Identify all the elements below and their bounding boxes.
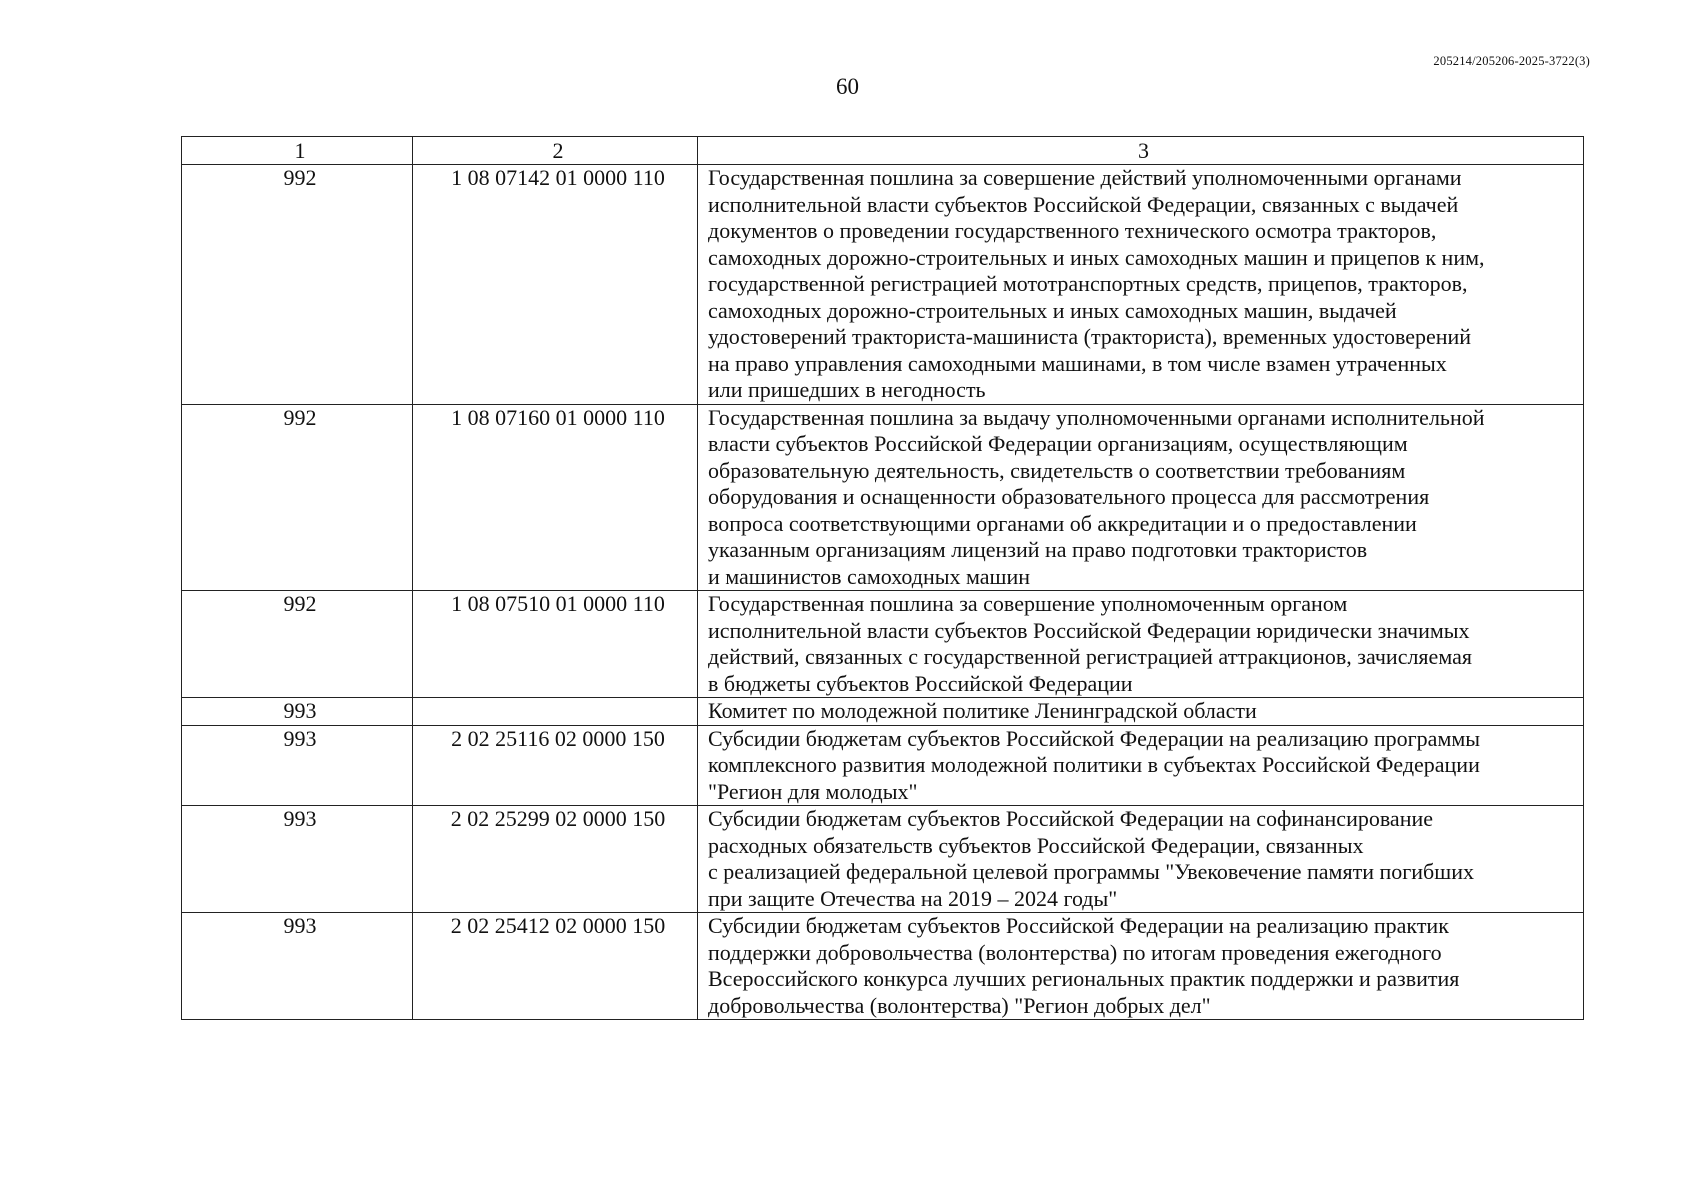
- description-cell: [698, 591, 1584, 698]
- description-line: действий, связанных с государственной регистрацией аттракционов, зачисляемая: [708, 644, 1472, 669]
- description-line: с реализацией федеральной целевой программы "Увековечение памяти погибших: [708, 859, 1474, 884]
- column-header-1: 1: [182, 137, 413, 165]
- budget-code-cell: 1 08 07510 01 0000 110: [413, 591, 698, 698]
- description-line: расходных обязательств субъектов Российской Федерации, связанных: [708, 832, 1364, 858]
- description-line: Субсидии бюджетам субъектов Российской Федерации на реализацию программы: [708, 725, 1481, 751]
- document-id: 205214/205206-2025-3722(3): [1433, 54, 1590, 68]
- description-line: комплексного развития молодежной политики в субъектах Российской Федерации: [708, 752, 1480, 777]
- description-line: Субсидии бюджетам субъектов Российской Федерации на реализацию практик: [708, 913, 1449, 938]
- admin-code-cell: 993: [182, 725, 413, 806]
- admin-code-cell: 992: [182, 591, 413, 698]
- admin-code-cell: 993: [182, 913, 413, 1020]
- description-cell: [698, 165, 1584, 405]
- table-row: [182, 725, 1584, 806]
- description-line: образовательную деятельность, свидетельств о соответствии требованиям: [708, 457, 1406, 483]
- budget-code-cell: 2 02 25299 02 0000 150: [413, 806, 698, 913]
- description-cell: [698, 725, 1584, 806]
- column-header-3: 3: [698, 137, 1584, 165]
- description-cell: [698, 404, 1584, 591]
- description-line: самоходных дорожно-строительных и иных самоходных машин и прицепов к ним,: [708, 244, 1485, 270]
- description-line: "Регион для молодых": [708, 778, 918, 804]
- description-line: власти субъектов Российской Федерации организациям, осуществляющим: [708, 431, 1408, 456]
- revenue-codes-table: [181, 136, 1584, 1020]
- table-row: [182, 165, 1584, 405]
- table-row: [182, 913, 1584, 1020]
- table-row: [182, 806, 1584, 913]
- budget-code-cell: 1 08 07160 01 0000 110: [413, 404, 698, 591]
- column-header-2: 2: [413, 137, 698, 165]
- description-line: Субсидии бюджетам субъектов Российской Федерации на софинансирование: [708, 806, 1434, 831]
- description-line: Государственная пошлина за выдачу уполномоченными органами исполнительной: [708, 404, 1485, 430]
- description-line: вопроса соответствующими органами об аккредитации и о предоставлении: [708, 510, 1417, 536]
- table-body: [182, 165, 1584, 1020]
- table-row: [182, 404, 1584, 591]
- description-cell: [698, 698, 1584, 726]
- description-line: удостоверений тракториста-машиниста (тракториста), временных удостоверений: [708, 324, 1472, 349]
- description-line: добровольчества (волонтерства) "Регион добрых дел": [708, 992, 1211, 1018]
- description-line: Государственная пошлина за совершение действий уполномоченными органами: [708, 165, 1462, 190]
- budget-code-cell: 1 08 07142 01 0000 110: [413, 165, 698, 405]
- description-line: поддержки добровольчества (волонтерства) по итогам проведения ежегодного: [708, 939, 1442, 965]
- budget-code-cell: 2 02 25412 02 0000 150: [413, 913, 698, 1020]
- description-line: документов о проведении государственного технического осмотра тракторов,: [708, 218, 1437, 243]
- budget-code-cell: 2 02 25116 02 0000 150: [413, 725, 698, 806]
- description-line: и машинистов самоходных машин: [708, 563, 1031, 589]
- admin-code-cell: 992: [182, 165, 413, 405]
- description-line: Государственная пошлина за совершение уполномоченным органом: [708, 591, 1348, 616]
- description-line: на право управления самоходными машинами, в том числе взамен утраченных: [708, 350, 1447, 376]
- admin-code-cell: 993: [182, 698, 413, 726]
- description-line: при защите Отечества на 2019 – 2024 годы": [708, 885, 1118, 911]
- description-line: исполнительной власти субъектов Российской Федерации юридически значимых: [708, 617, 1470, 643]
- description-line: Всероссийского конкурса лучших региональных практик поддержки и развития: [708, 966, 1460, 991]
- description-line: указанным организациям лицензий на право подготовки трактористов: [708, 537, 1368, 562]
- description-line: Комитет по молодежной политике Ленинградской области: [708, 698, 1257, 723]
- budget-code-cell: [413, 698, 698, 726]
- description-line: в бюджеты субъектов Российской Федерации: [708, 670, 1133, 696]
- admin-code-cell: 992: [182, 404, 413, 591]
- description-cell: [698, 806, 1584, 913]
- description-line: самоходных дорожно-строительных и иных самоходных машин, выдачей: [708, 297, 1397, 323]
- description-line: оборудования и оснащенности образовательного процесса для рассмотрения: [708, 484, 1430, 509]
- table-row: [182, 591, 1584, 698]
- description-line: государственной регистрацией мототранспортных средств, прицепов, тракторов,: [708, 271, 1468, 296]
- description-line: исполнительной власти субъектов Российской Федерации, связанных с выдачей: [708, 191, 1459, 217]
- table-header-row: [182, 137, 1584, 165]
- description-line: или пришедших в негодность: [708, 377, 986, 402]
- description-cell: [698, 913, 1584, 1020]
- page-number: 60: [836, 74, 859, 99]
- table-row: [182, 698, 1584, 726]
- admin-code-cell: 993: [182, 806, 413, 913]
